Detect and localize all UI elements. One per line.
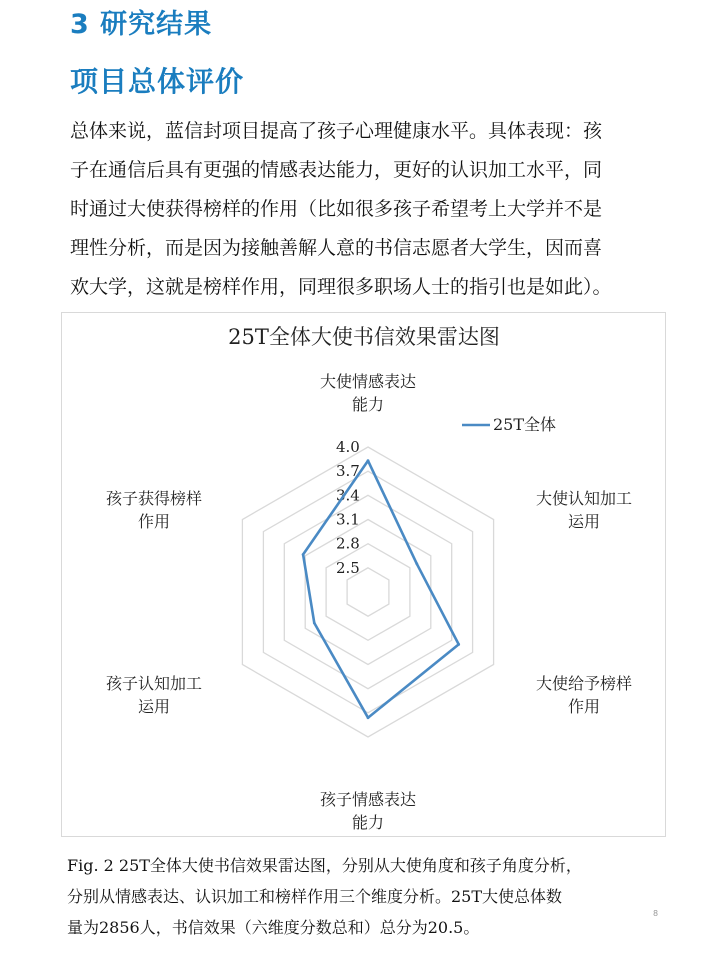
axis-label: 运用 <box>567 512 601 531</box>
paragraph-line: 理性分析，而是因为接触善解人意的书信志愿者大学生，因而喜 <box>70 237 603 259</box>
axis-label: 运用 <box>137 697 171 716</box>
legend-label: 25T全体 <box>493 415 557 434</box>
tick-label: 3.7 <box>336 462 360 481</box>
figure-caption <box>67 850 657 943</box>
caption-line: Fig. 2 25T全体大使书信效果雷达图，分别从大使角度和孩子角度分析， <box>67 856 582 875</box>
paragraph-line: 时通过大使获得榜样的作用（比如很多孩子希望考上大学并不是 <box>70 198 603 220</box>
data-point <box>457 643 460 646</box>
tick-label: 3.1 <box>336 510 360 529</box>
data-point <box>302 553 305 556</box>
page-number: 8 <box>653 909 659 918</box>
body-paragraph <box>70 112 670 307</box>
chart-title: 25T全体大使书信效果雷达图 <box>228 325 500 349</box>
axis-label: 大使情感表达 <box>319 372 417 391</box>
axis-label: 孩子情感表达 <box>319 790 417 809</box>
axis-label: 作用 <box>567 697 601 716</box>
axis-label: 孩子获得榜样 <box>105 489 203 508</box>
axis-label: 大使给予榜样 <box>535 674 633 693</box>
grid-ring <box>242 447 493 737</box>
tick-label: 4.0 <box>336 438 360 456</box>
axis-label: 作用 <box>137 512 171 531</box>
axis-label: 能力 <box>351 813 385 832</box>
axis-label: 大使认知加工 <box>535 489 633 508</box>
data-point <box>415 562 418 565</box>
subsection-heading: 项目总体评价 <box>70 65 245 98</box>
paragraph-line: 子在通信后具有更强的情感表达能力，更好的认识加工水平，同 <box>70 159 603 181</box>
axis-label: 能力 <box>351 395 385 414</box>
paragraph-line: 欢大学，这就是榜样作用，同理很多职场人士的指引也是如此）。 <box>70 276 612 298</box>
paragraph-line: 总体来说，蓝信封项目提高了孩子心理健康水平。具体表现：孩 <box>70 120 603 142</box>
data-point <box>313 622 316 625</box>
section-heading: 3 研究结果 <box>70 9 213 40</box>
radar-chart <box>61 312 666 837</box>
tick-label: 2.5 <box>336 558 360 577</box>
tick-label: 2.8 <box>336 534 360 553</box>
axis-label: 孩子认知加工 <box>105 674 203 693</box>
data-point <box>367 716 370 719</box>
grid-ring <box>263 471 472 713</box>
tick-label: 3.4 <box>336 486 360 505</box>
caption-line: 分别从情感表达、认识加工和榜样作用三个维度分析。25T大使总体数 <box>67 887 563 906</box>
radar-chart-svg <box>62 313 667 838</box>
data-point <box>367 459 370 462</box>
caption-line: 量为2856人，书信效果（六维度分数总和）总分为20.5。 <box>67 918 480 937</box>
